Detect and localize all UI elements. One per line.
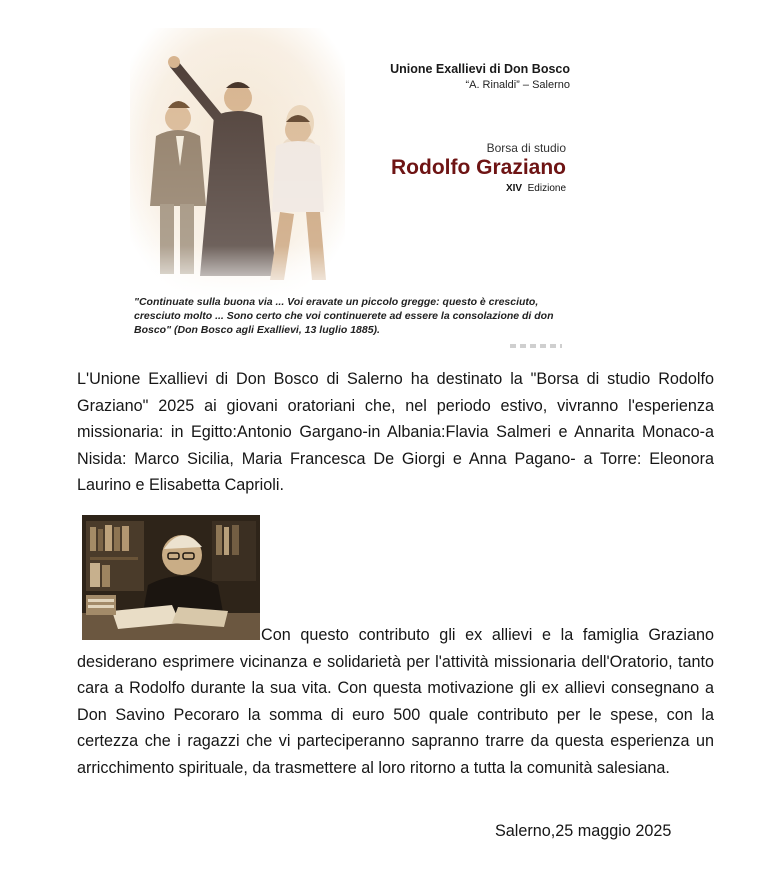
place-date: Salerno,25 maggio 2025 — [495, 822, 672, 840]
paragraph-beneficiaries: L'Unione Exallievi di Don Bosco di Salerno ha destinato la "Borsa di studio Rodolfo Graziano" 2025 ai giovani oratoriani che, nel periodo estivo, vivranno l'esperienza missionaria: in Egitto:Antonio Gargano-in Albania:Flavia Salmeri e Annarita Monaco-a Nisida: Marco Sicilia, Maria Francesca De Giorgi e Anna Pagano- a Torre: Eleonora Laurino e Elisabetta Caprioli. — [77, 370, 714, 495]
edition-line — [400, 183, 566, 194]
scholarship-label: Borsa di studio — [486, 141, 566, 155]
organization-block — [360, 62, 570, 91]
edition-number: XIV — [505, 183, 523, 194]
don-bosco-quote: "Continuate sulla buona via ... Voi eravate un piccolo gregge: questo è cresciuto, cresciuto molto ... Sono certo che voi continuerete ad essere la consolazione di don Bosco" (Don Bosco agli Exallievi, 13 luglio 1885). — [134, 296, 554, 336]
organization-name: Unione Exallievi di Don Bosco — [390, 62, 570, 76]
faint-signature-mark — [510, 344, 562, 348]
don-bosco-illustration — [130, 28, 345, 300]
scholarship-name: Rodolfo Graziano — [391, 156, 566, 179]
paragraph-contribution-text: Con questo contributo gli ex allievi e la famiglia Graziano desiderano esprimere vicinanza e solidarietà per l'attività missionaria dell'Oratorio, tanto cara a Rodolfo durante la sua vita. Con questa motivazione gli ex allievi consegnano a Don Savino Pecoraro la somma di euro 500 quale contributo per le spese, con la certezza che i ragazzi che vi parteciperanno sapranno trarre da questa esperienza un arricchimento spirituale, da trasmettere al loro ritorno a tutta la comunità salesiana. — [77, 626, 714, 777]
organization-subtitle: “A. Rinaldi” – Salerno — [465, 79, 570, 91]
paragraph-contribution — [77, 622, 714, 782]
edition-label: Edizione — [527, 183, 566, 194]
